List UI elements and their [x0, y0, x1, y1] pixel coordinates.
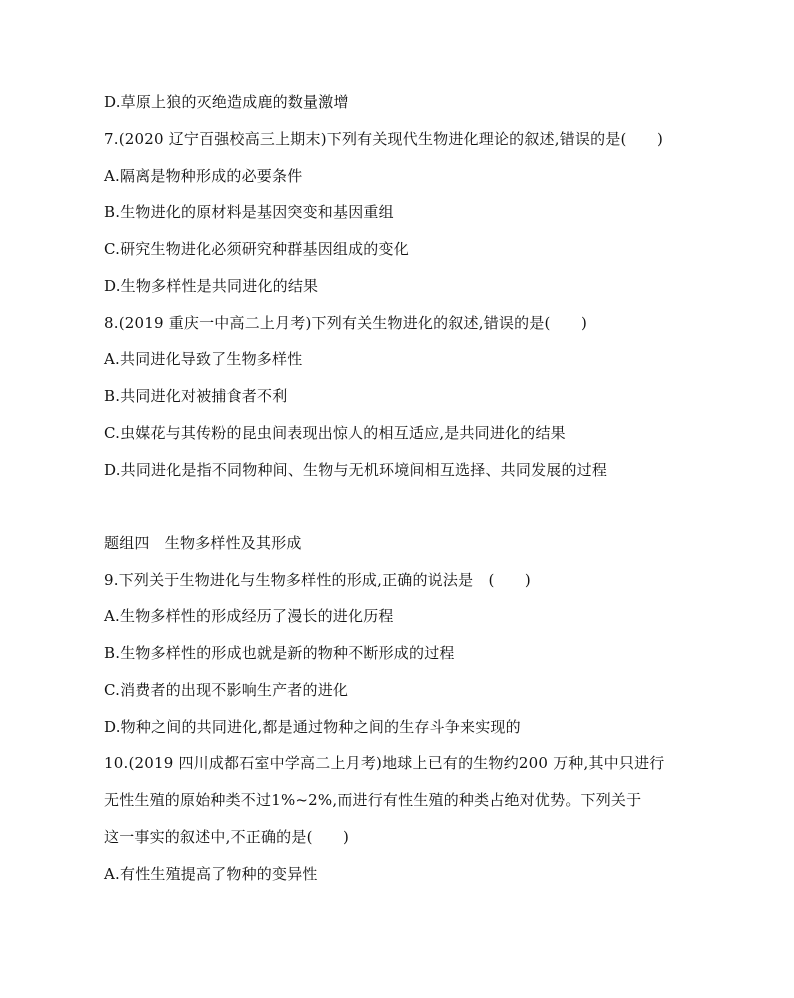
- q9-option-b: B.生物多样性的形成也就是新的物种不断形成的过程: [104, 644, 455, 662]
- q9-option-d: D.物种之间的共同进化,都是通过物种之间的生存斗争来实现的: [104, 718, 521, 736]
- q7-option-c: C.研究生物进化必须研究种群基因组成的变化: [104, 240, 409, 258]
- q9-option-a: A.生物多样性的形成经历了漫长的进化历程: [104, 607, 394, 625]
- q7-stem: 7.(2020 辽宁百强校高三上期末)下列有关现代生物进化理论的叙述,错误的是( ): [104, 130, 664, 148]
- q10-stem-line-1: 10.(2019 四川成都石室中学高二上月考)地球上已有的生物约200 万种,其中只进行: [104, 754, 665, 772]
- q8-stem: 8.(2019 重庆一中高二上月考)下列有关生物进化的叙述,错误的是( ): [104, 314, 588, 332]
- q10-stem-line-3: 这一事实的叙述中,不正确的是( ): [104, 828, 350, 846]
- q8-option-d: D.共同进化是指不同物种间、生物与无机环境间相互选择、共同发展的过程: [104, 461, 608, 479]
- q8-option-c: C.虫媒花与其传粉的昆虫间表现出惊人的相互适应,是共同进化的结果: [104, 424, 566, 442]
- q8-option-b: B.共同进化对被捕食者不利: [104, 387, 288, 405]
- q10-option-a: A.有性生殖提高了物种的变异性: [104, 865, 318, 883]
- q8-option-a: A.共同进化导致了生物多样性: [104, 350, 303, 368]
- q9-option-c: C.消费者的出现不影响生产者的进化: [104, 681, 349, 699]
- q7-option-b: B.生物进化的原材料是基因突变和基因重组: [104, 203, 394, 221]
- q7-option-d: D.生物多样性是共同进化的结果: [104, 277, 319, 295]
- q6-option-d: D.草原上狼的灭绝造成鹿的数量激增: [104, 93, 349, 111]
- q9-stem: 9.下列关于生物进化与生物多样性的形成,正确的说法是 ( ): [104, 571, 531, 589]
- q7-option-a: A.隔离是物种形成的必要条件: [104, 167, 303, 185]
- q10-stem-line-2: 无性生殖的原始种类不过1%~2%,而进行有性生殖的种类占绝对优势。下列关于: [104, 791, 642, 809]
- section-heading: 题组四 生物多样性及其形成: [104, 534, 302, 552]
